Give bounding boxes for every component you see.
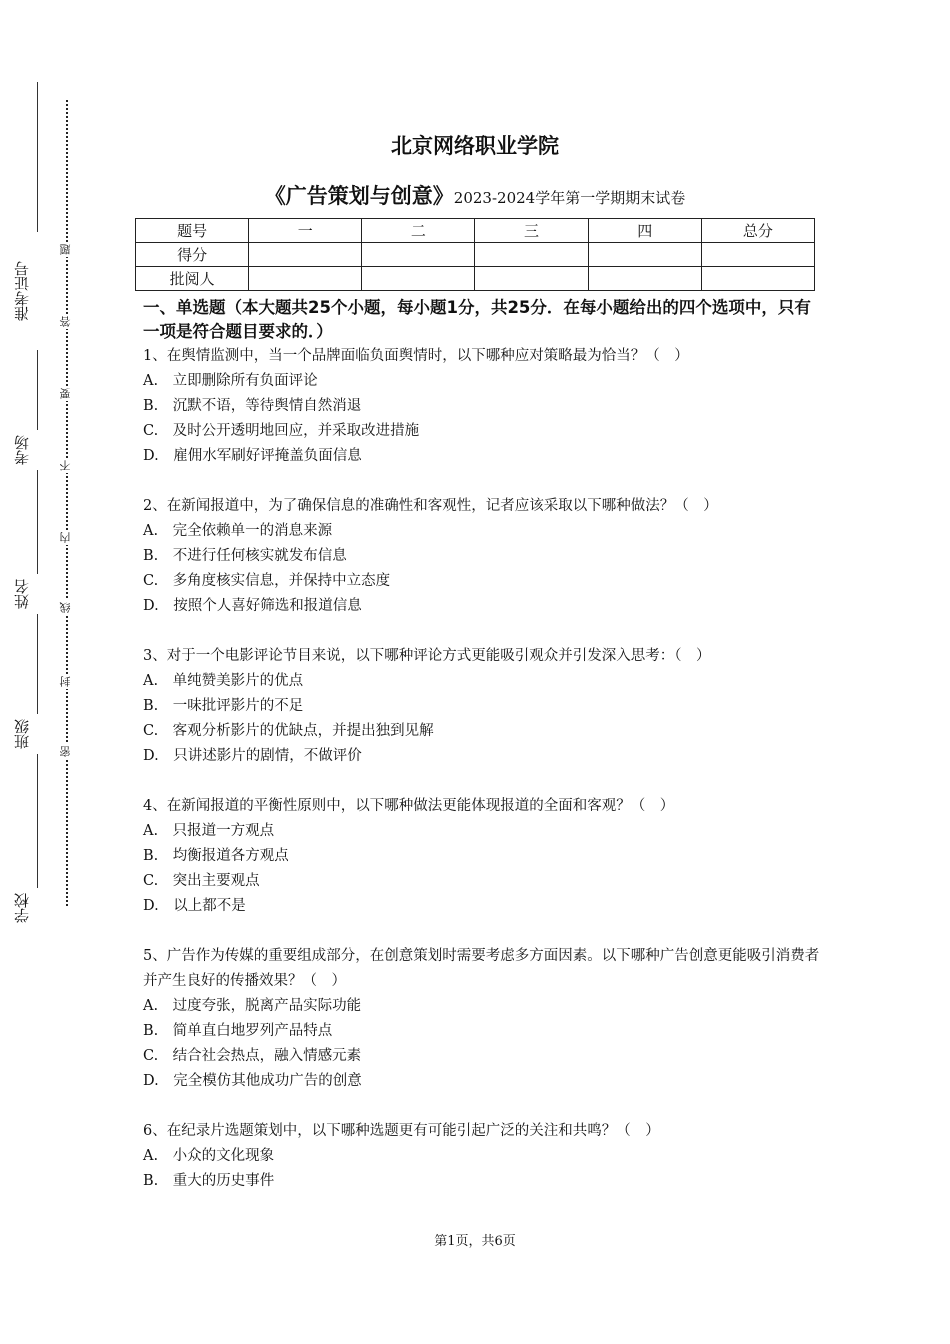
table-cell: 一	[249, 219, 362, 243]
section-heading: 一、单选题（本大题共25个小题，每小题1分，共25分．在每小题给出的四个选项中，只有一项是符合题目要求的．）	[143, 298, 811, 341]
option: A. 立即删除所有负面评论	[143, 373, 318, 389]
table-cell: 二	[362, 219, 475, 243]
reviewer-cell	[701, 267, 814, 291]
option: D. 按照个人喜好筛选和报道信息	[143, 598, 362, 614]
question-list	[143, 344, 823, 1219]
reviewer-row	[136, 267, 815, 291]
question-item	[143, 644, 823, 769]
score-row	[136, 243, 815, 267]
exam-room-label: 考场	[14, 430, 38, 470]
question-item	[143, 494, 823, 619]
option: B. 一味批评影片的不足	[143, 698, 304, 714]
table-cell: 四	[588, 219, 701, 243]
question-stem: 2、在新闻报道中，为了确保信息的准确性和客观性，记者应该采取以下哪种做法？（ ）	[143, 498, 718, 514]
score-table-header-row	[136, 219, 815, 243]
question-stem: 6、在纪录片选题策划中，以下哪种选题更有可能引起广泛的关注和共鸣？（ ）	[143, 1123, 660, 1139]
school-label: 学校	[14, 888, 38, 928]
option: A. 完全依赖单一的消息来源	[143, 523, 333, 539]
option: B. 不进行任何核实就发布信息	[143, 548, 347, 564]
score-table	[135, 218, 815, 291]
score-cell	[475, 243, 588, 267]
seal-char: 封	[59, 676, 72, 687]
score-cell	[249, 243, 362, 267]
seal-char: 答	[59, 316, 72, 327]
reviewer-cell	[249, 267, 362, 291]
option: D. 完全模仿其他成功广告的创意	[143, 1073, 362, 1089]
exam-number-label: 准考证号	[14, 232, 38, 350]
course-name: 《广告策划与创意》	[264, 184, 454, 208]
page-number: 第1页，共6页	[434, 1234, 516, 1249]
question-item	[143, 794, 823, 919]
option: B. 重大的历史事件	[143, 1173, 275, 1189]
term-label: 2023-2024学年第一学期期末试卷	[453, 189, 686, 207]
table-cell: 三	[475, 219, 588, 243]
table-cell: 题号	[136, 219, 249, 243]
option: B. 沉默不语，等待舆情自然消退	[143, 398, 362, 414]
question-stem: 1、在舆情监测中，当一个品牌面临负面舆情时，以下哪种应对策略最为恰当？（ ）	[143, 348, 689, 364]
score-cell	[588, 243, 701, 267]
seal-char: 题	[59, 244, 72, 255]
seal-dotted-line	[66, 100, 68, 906]
reviewer-cell	[362, 267, 475, 291]
option: A. 过度夸张，脱离产品实际功能	[143, 998, 362, 1014]
option: B. 简单直白地罗列产品特点	[143, 1023, 333, 1039]
table-cell: 总分	[701, 219, 814, 243]
option: A. 单纯赞美影片的优点	[143, 673, 304, 689]
seal-char: 要	[59, 388, 72, 399]
option: D. 只讲述影片的剧情，不做评价	[143, 748, 362, 764]
reviewer-cell	[475, 267, 588, 291]
question-stem: 5、广告作为传媒的重要组成部分，在创意策划时需要考虑多方面因素。以下哪种广告创意更能吸引消费者并产生良好的传播效果？（ ）	[143, 948, 820, 989]
table-cell: 得分	[136, 243, 249, 267]
option: C. 客观分析影片的优缺点，并提出独到见解	[143, 723, 434, 739]
seal-char: 线	[59, 602, 72, 613]
option: C. 多角度核实信息，并保持中立态度	[143, 573, 391, 589]
score-cell	[701, 243, 814, 267]
option: C. 及时公开透明地回应，并采取改进措施	[143, 423, 420, 439]
score-cell	[362, 243, 475, 267]
option: A. 只报道一方观点	[143, 823, 275, 839]
name-label: 姓名	[14, 574, 38, 614]
option: B. 均衡报道各方观点	[143, 848, 289, 864]
seal-char: 密	[59, 746, 72, 757]
option: C. 突出主要观点	[143, 873, 260, 889]
question-stem: 4、在新闻报道的平衡性原则中，以下哪种做法更能体现报道的全面和客观？（ ）	[143, 798, 675, 814]
exam-title	[0, 180, 950, 210]
reviewer-cell	[588, 267, 701, 291]
option: C. 结合社会热点，融入情感元素	[143, 1048, 362, 1064]
option: A. 小众的文化现象	[143, 1148, 275, 1164]
seal-char: 内	[59, 532, 72, 543]
question-item	[143, 1119, 823, 1194]
table-cell: 批阅人	[136, 267, 249, 291]
school-title: 北京网络职业学院	[391, 134, 559, 158]
option: D. 以上都不是	[143, 898, 246, 914]
question-item	[143, 344, 823, 469]
option: D. 雇佣水军刷好评掩盖负面信息	[143, 448, 362, 464]
seal-char: 不	[59, 460, 72, 471]
question-stem: 3、对于一个电影评论节目来说，以下哪种评论方式更能吸引观众并引发深入思考：（ ）	[143, 648, 711, 664]
class-label: 班级	[14, 714, 38, 754]
question-item	[143, 944, 823, 1094]
